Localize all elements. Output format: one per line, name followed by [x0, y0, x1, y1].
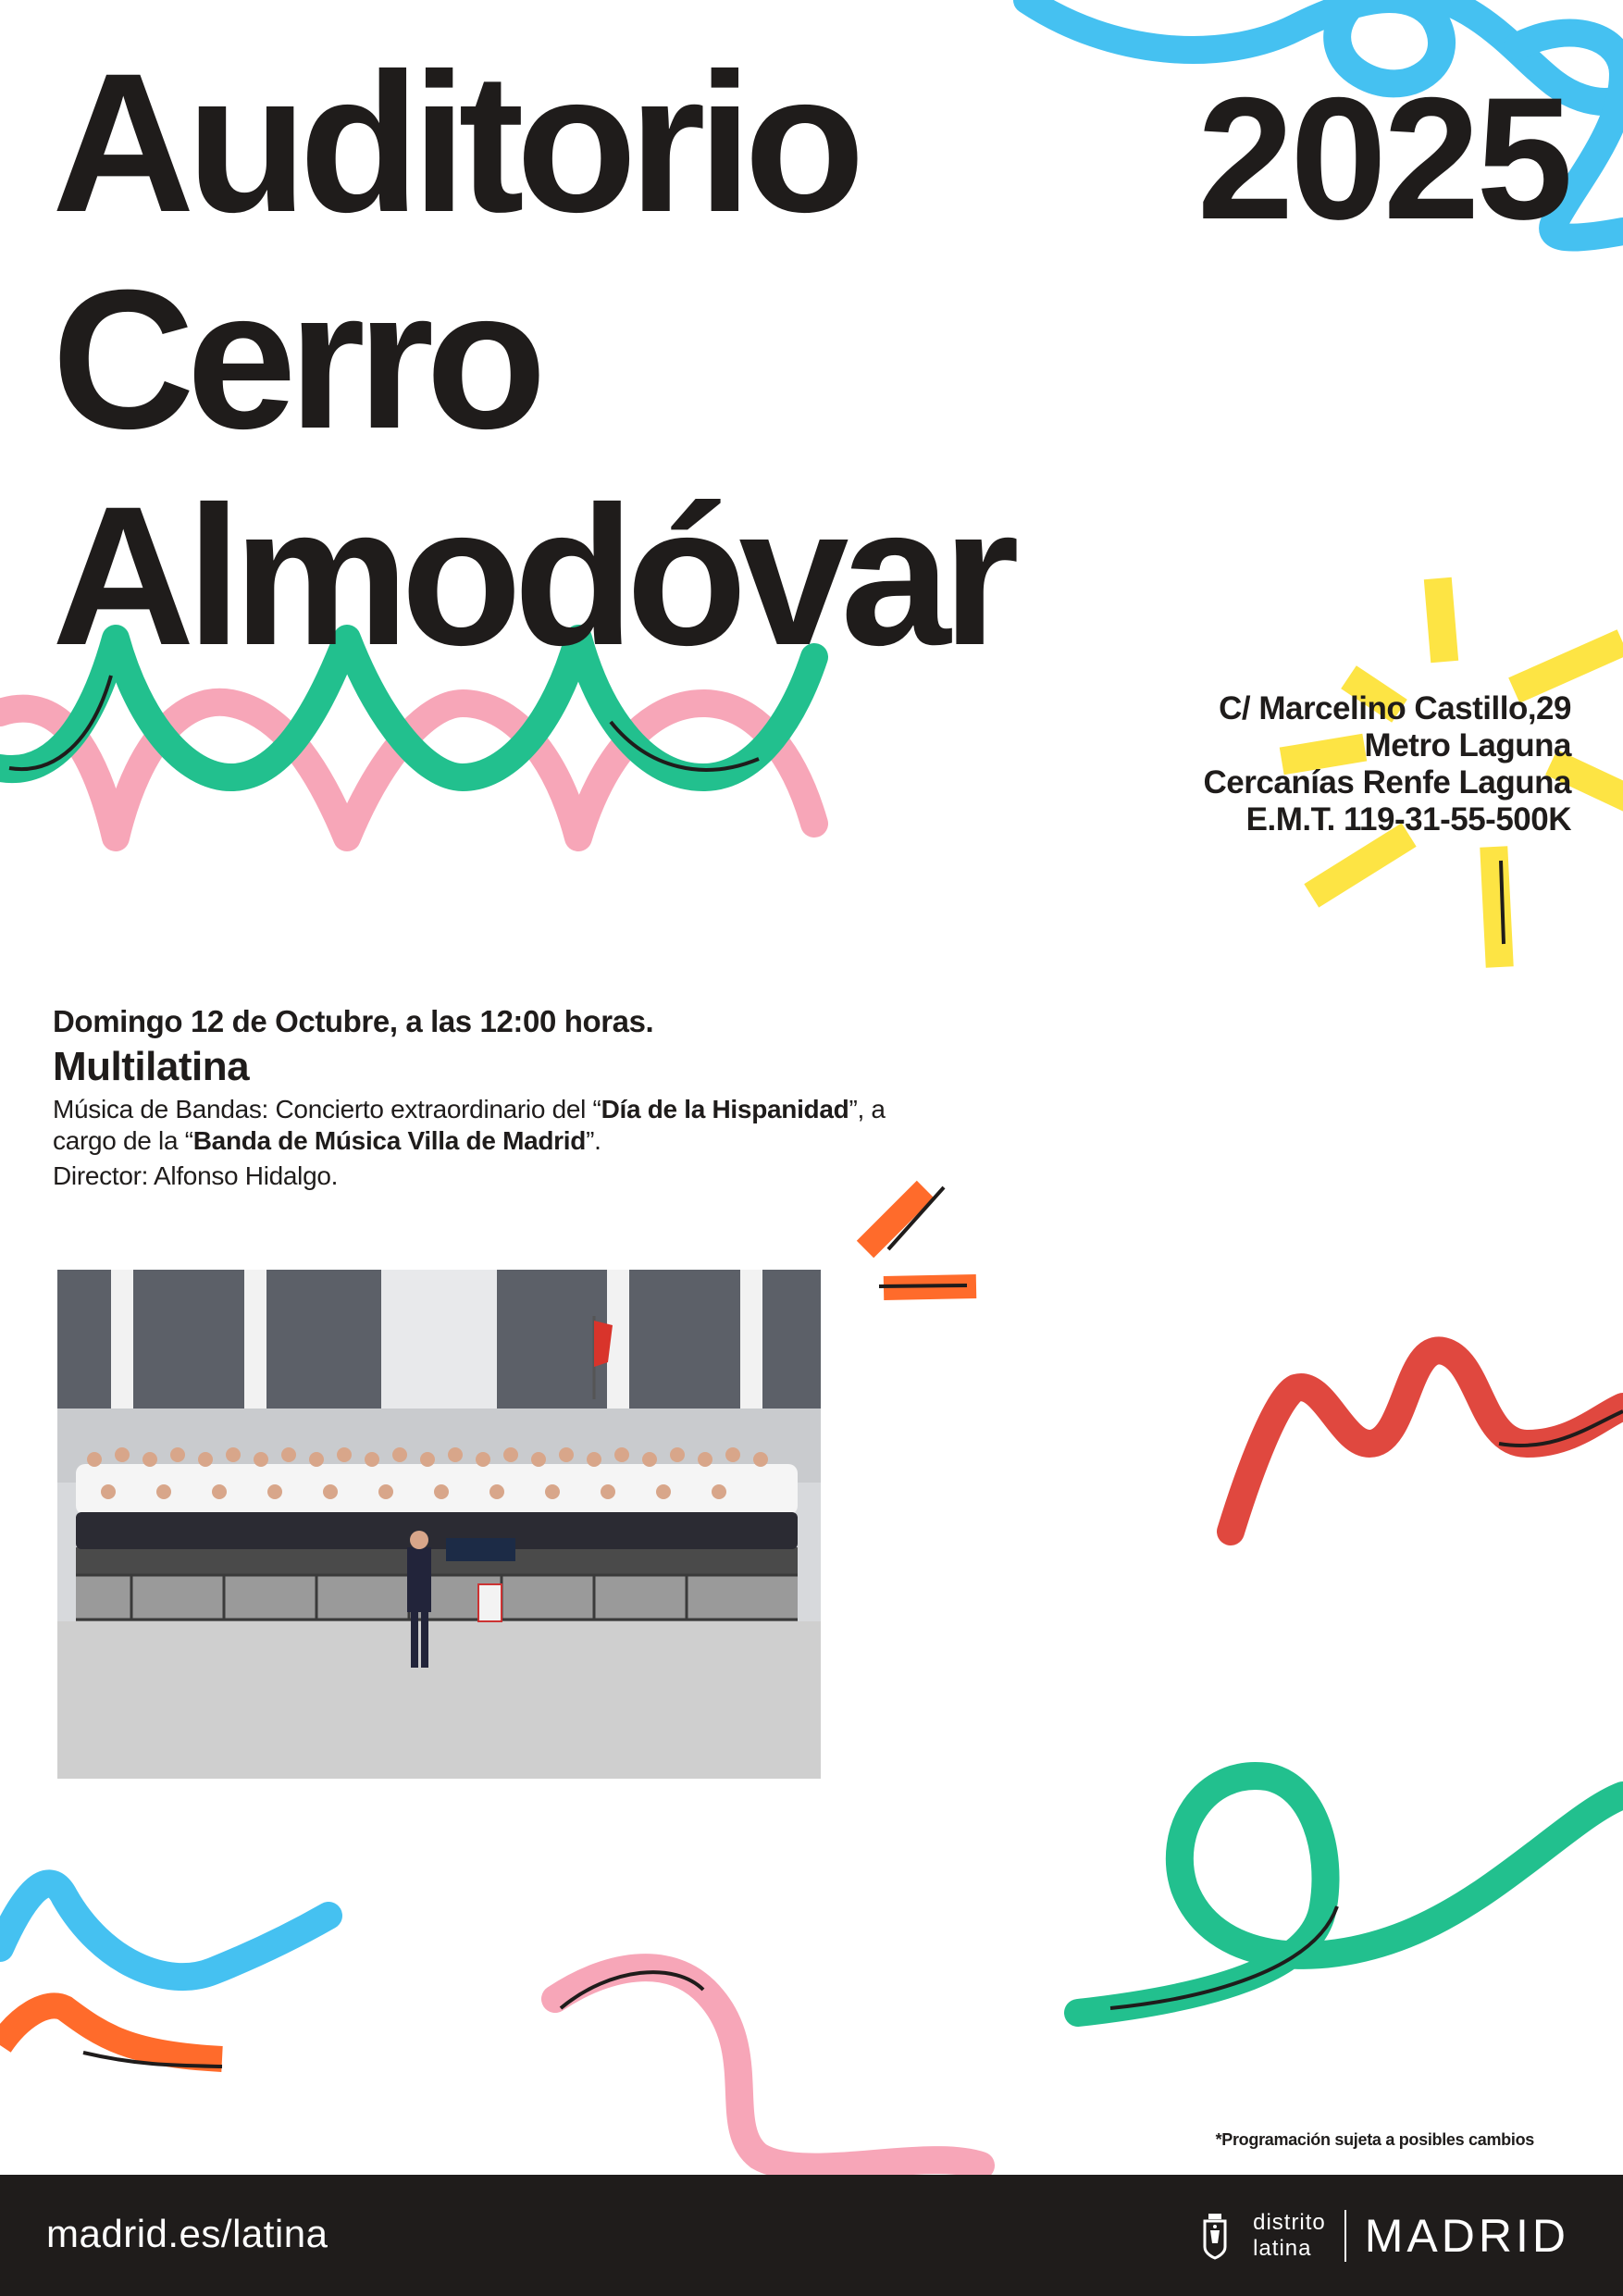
footer-bar — [0, 2175, 1623, 2296]
address-street: C/ Marcelino Castillo,29 — [1219, 690, 1571, 726]
event-director: Director: Alfonso Hidalgo. — [53, 1161, 339, 1190]
address-bus: E.M.T. 119-31-55-500K — [1245, 801, 1571, 838]
desc-part2: ”, a cargo de la “ — [53, 1095, 886, 1155]
madrid-wordmark: MADRID — [1364, 2210, 1569, 2262]
band-photo — [57, 1270, 821, 1779]
venue-title — [52, 32, 1011, 687]
distrito-line1: distrito — [1253, 2210, 1326, 2235]
year: 2025 — [1196, 61, 1569, 255]
event-date: Domingo 12 de Octubre, a las 12:00 horas. — [53, 1004, 654, 1038]
desc-bold1: Día de la Hispanidad — [601, 1095, 849, 1123]
blue-arc-bottom — [0, 1883, 328, 1977]
event-description — [53, 1094, 886, 1157]
venue-title-line3: Almodóvar — [52, 465, 1011, 687]
madrid-crest-icon — [1199, 2212, 1231, 2260]
red-wave — [1231, 1350, 1623, 1532]
venue-title-line1: Auditorio — [52, 32, 857, 254]
address-train: Cercanías Renfe Laguna — [1203, 764, 1571, 800]
green-loop — [1078, 1776, 1623, 2013]
event-block — [53, 1001, 886, 1192]
address-metro: Metro Laguna — [1364, 727, 1571, 763]
madrid-logo — [1199, 2199, 1569, 2273]
distrito-line2: latina — [1253, 2236, 1312, 2261]
distrito-label — [1253, 2210, 1326, 2262]
logo-divider — [1344, 2210, 1346, 2262]
schedule-note: *Programación sujeta a posibles cambios — [1215, 2130, 1534, 2149]
event-name: Multilatina — [53, 1044, 250, 1089]
desc-part3: ”. — [586, 1126, 601, 1155]
venue-title-line2: Cerro — [52, 249, 539, 470]
orange-arc-bottom — [0, 2005, 222, 2059]
desc-bold2: Banda de Música Villa de Madrid — [192, 1126, 587, 1155]
pink-squiggle — [555, 1967, 981, 2166]
address-block — [1204, 690, 1571, 838]
desc-part1: Música de Bandas: Concierto extraordinario del “ — [53, 1095, 601, 1123]
footer-url-link[interactable]: madrid.es/latina — [46, 2212, 328, 2255]
